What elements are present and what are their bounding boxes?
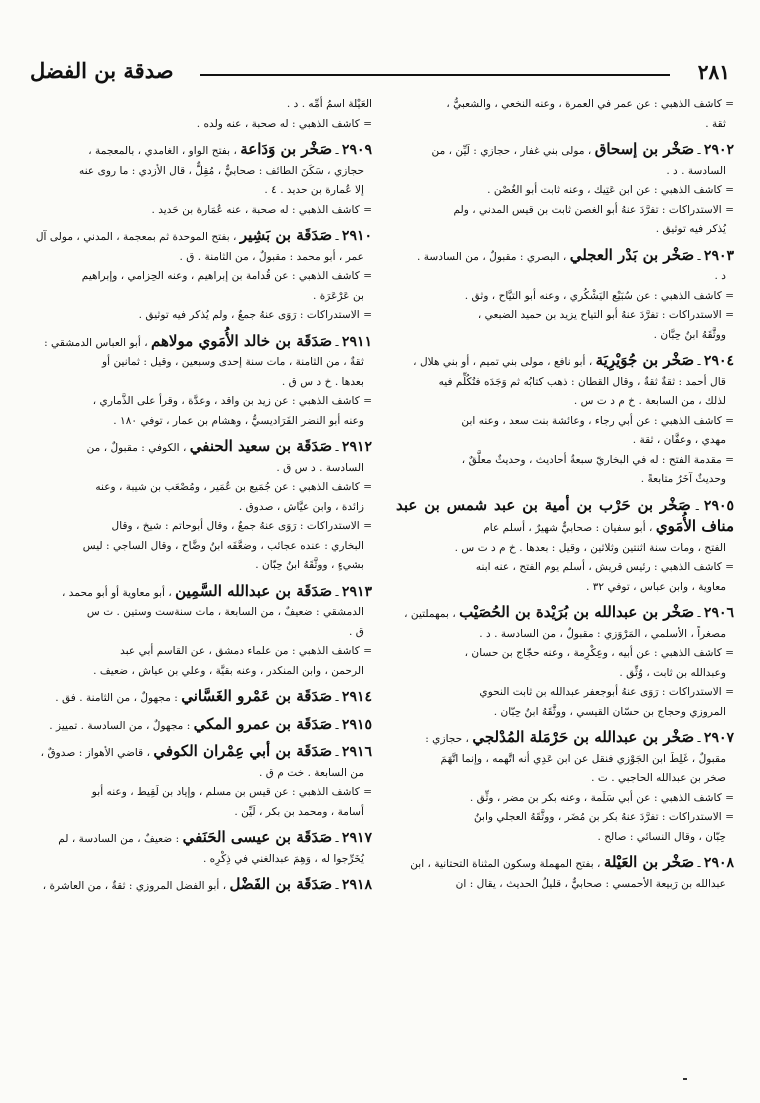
line-text: = كاشف الذهبي : عن قُدامة بن إبراهيم ، وعنه الحِزامي ، وإبراهيم <box>81 270 372 282</box>
line-text: ، أبو معاوية أو أبو محمد ، <box>61 586 172 599</box>
entry-line: ٢٩١٤ ـ صَدَقَة بن عَمْرو الغَسَّاني : مجهولٌ ، من الثامنة . فق . <box>55 687 372 705</box>
entry-line <box>34 623 372 643</box>
line-text: ، مولى بني غفار ، حجازي : لَيِّن ، من <box>431 145 592 157</box>
line-text: = الاستدراكات : رَوَى عنهُ جمعٌ ، ولم يُذكر فيه توثيق . <box>138 309 372 321</box>
entry-line: ٢٩١٦ ـ صَدَقَة بن أبي عِمْران الكوفي ، قاضي الأهواز : صدوقٌ ، <box>40 742 372 760</box>
entry-line <box>34 392 372 412</box>
narrator-name: صَخْر بن عبدالله بن حَرْمَلة المُدْلجي <box>472 728 695 746</box>
entry-number: ٢٩١٥ <box>341 716 372 733</box>
narrator-name: صَدَقَة بن سعيد الحنفي <box>189 437 333 455</box>
line-text: قال أحمد : ثقةٌ ثقةٌ ، وقال القطان : ذهب كتابُه ثم وَجَدَه فتُكُلِّم فيه <box>438 375 726 388</box>
line-text: = الاستدراكات : تفرَّدَ عنهُ أبو التياح يزيد بن حميد الضبعي ، <box>477 309 734 321</box>
entry-line: ٢٩٠٣ ـ صَخْر بن بَدْر العجلي ، البصري : مقبولٌ ، من السادسة . <box>417 245 734 264</box>
line-text: = كاشف الذهبي : عن ابن عَتِيك ، وعنه ثابت أبو الغُصْن . <box>487 184 734 196</box>
entry-line <box>396 558 734 578</box>
entry-number: ٢٩٠٥ <box>703 497 734 514</box>
entry-line: ٢٩١٧ ـ صَدَقَة بن عيسى الحَنَفي : ضعيفٌ ، من السادسة ، لم <box>58 828 372 846</box>
line-text: ، أبو الفضل المروزي : ثقةٌ ، من العاشرة ، <box>42 880 227 892</box>
entry-line <box>34 306 372 326</box>
line-text: ق . <box>349 625 364 638</box>
entry-line <box>396 412 734 432</box>
entry-line: ٢٩١٢ ـ صَدَقَة بن سعيد الحنفي ، الكوفي : مقبولٌ ، من <box>86 437 372 455</box>
entry-line <box>34 537 372 557</box>
entry-line <box>34 162 372 182</box>
entry-line <box>396 683 734 703</box>
entry-number: ٢٩٠٧ <box>703 730 734 746</box>
entry-line: ٢٩٠٩ ـ صَخْر بن وَدَاعة ، بفتح الواو ، الغامدي ، بالمعجمة ، <box>88 140 372 158</box>
entry-line <box>34 603 372 623</box>
entry-number: ٢٩١٤ <box>341 689 372 705</box>
entry-line <box>396 373 734 393</box>
line-text: : مجهولٌ ، من السادسة . تمييز . <box>49 719 191 732</box>
line-text: ، أبو نافع ، مولى بني تميم ، أو بني هلال ، <box>413 356 593 368</box>
entry-number: ٢٩١٦ <box>341 744 372 760</box>
footer-mark <box>683 1078 687 1080</box>
biography-entry <box>34 226 372 326</box>
biography-entry <box>396 351 734 490</box>
entry-line: ٢٩١٨ ـ صَدَقَة بن الفَضْل ، أبو الفضل المروزي : ثقةٌ ، من العاشرة ، <box>42 875 372 893</box>
entry-number: ٢٩٠٢ <box>703 142 734 158</box>
line-text: = كاشف الذهبي : له صحبة ، عنه عُمَارة بن حَديد . <box>151 203 372 216</box>
line-text: ، أبو العباس الدمشقي : <box>44 336 148 349</box>
line-text: بن عَرْعَرَة . <box>313 289 364 302</box>
line-text: العَيْلة اسمُ أمِّه . د . <box>286 98 372 110</box>
entry-line <box>34 783 372 803</box>
entry-line: ٢٩٠٨ ـ صَخْر بن العَيْلة ، بفتح المهملة وسكون المثناة التحتانية ، ابن <box>410 853 734 871</box>
line-text: ، بمهملتين ، <box>404 608 456 620</box>
entry-line <box>34 373 372 393</box>
narrator-name: صَخْر بن جُوَيْرِيَة <box>595 351 695 369</box>
biography-entry <box>34 332 372 432</box>
entry-line: ٢٩١٣ ـ صَدَقَة بن عبدالله السَّمِين ، أبو معاوية أو أبو محمد ، <box>61 581 372 600</box>
line-text: السادسة . د س ق . <box>276 461 364 474</box>
line-text: = كاشف الذهبي : عن عمر في العمرة ، وعنه النخعي ، والشعبيُّ ، <box>446 98 734 110</box>
entry-line <box>396 808 734 828</box>
narrator-name: صَدَقَة بن الفَضْل <box>229 875 333 893</box>
entry-line <box>34 850 372 870</box>
biography-entry <box>34 875 372 897</box>
line-text: لذلك ، من السابعة . خ م د ت س . <box>573 395 726 407</box>
entry-line <box>396 625 734 645</box>
entry-line <box>34 556 372 576</box>
line-text: وحديثٌ آخَرُ متابعةً . <box>640 473 726 485</box>
biography-entry <box>34 437 372 576</box>
entry-line <box>396 306 734 326</box>
line-text: ، الكوفي : مقبولٌ ، من <box>86 442 187 454</box>
line-text: = كاشف الذهبي : عن أبيه ، وعِكْرِمة ، وعنه حجّاج بن حسان ، <box>464 647 734 659</box>
line-text: مقبولٌ ، غَلِطَ ابن الجَوْزي فنقل عن ابن عَدِي أنه اتَّهمه ، وإنما اتَّهَمَ <box>440 752 726 765</box>
entry-line: ٢٩١٥ ـ صَدَقَة بن عمرو المكي : مجهولٌ ، من السادسة . تمييز . <box>49 714 372 733</box>
narrator-name: صَدَقَة بن عَمْرو الغَسَّاني <box>181 687 333 705</box>
entry-line <box>34 287 372 307</box>
entry-line <box>396 644 734 664</box>
entry-number: ٢٩٠٤ <box>703 353 734 369</box>
line-text: ، أبو سفيان : صحابيٌّ شهيرٌ ، أسلم عام <box>483 522 653 534</box>
biography-entry <box>396 853 734 894</box>
entry-line <box>396 220 734 240</box>
entry-line <box>396 267 734 287</box>
line-text: ثقةٌ ، من الثامنة ، مات سنة إحدى وسبعين ، وقيل : ثمانين أو <box>102 356 364 368</box>
line-text: : ضعيفٌ ، من السادسة ، لم <box>58 833 180 845</box>
line-text: وعنه أبو النضر الفَرَاديسيُّ ، وهشام بن عمار ، توفي ١٨٠ . <box>113 414 364 427</box>
line-text: = كاشف الذهبي : من علماء دمشق ، عن القاسم أبي عبد <box>120 645 372 657</box>
entry-line: ٢٩١٠ ـ صَدَقَة بن بَشِير ، بفتح الموحدة ثم بمعجمة ، المدني ، مولى آل <box>35 226 372 244</box>
line-text: مهدي ، وعفَّان ، ثقة . <box>632 434 726 446</box>
entry-line <box>34 662 372 682</box>
line-text: عبدالله بن رَبيعة الأحمسي : صحابيٌّ ، قليلُ الحديث ، يقال : ان <box>455 877 726 890</box>
narrator-name: صَخْر بن إسحاق <box>594 140 695 158</box>
entry-line <box>396 664 734 684</box>
line-text: = مقدمة الفتح : له في البخاريّ سبعةُ أحاديث ، وحديثٌ معلَّقٌ ، <box>461 453 734 466</box>
line-text: ، قاضي الأهواز : صدوقٌ ، <box>40 747 151 759</box>
line-text: من السابعة . خت م ق . <box>259 766 364 779</box>
line-text: ، حجازي : <box>425 733 469 745</box>
entry-line <box>34 517 372 537</box>
entry-number: ٢٩١٣ <box>341 583 372 600</box>
line-text: ، بفتح الموحدة ثم بمعجمة ، المدني ، مولى آل <box>35 231 237 243</box>
entry-line: ٢٩٠٢ ـ صَخْر بن إسحاق ، مولى بني غفار ، حجازي : لَيِّن ، من <box>431 140 734 158</box>
narrator-name: صَدَقَة بن عمرو المكي <box>193 714 333 733</box>
line-text: = الاستدراكات : رَوَى عنهُ جمعٌ ، وقال أبوحاتم : شيخ ، وقال <box>111 520 372 532</box>
line-text: ، البصري : مقبولٌ ، من السادسة . <box>417 250 567 263</box>
entry-line <box>396 181 734 201</box>
entry-line <box>396 789 734 809</box>
biography-entry <box>34 687 372 709</box>
line-text: = الاستدراكات : تفرَّدَ عنهُ بكر بن مُضَر ، ووثَّقَهُ العجلي وابنُ <box>473 811 734 823</box>
entry-line: ٢٩٠٥ ـ صَخْر بن حَرْب بن أمية بن عبد شمس بن عبد مناف الأُمَوي ، أبو سفيان : صحابيٌّ شهيرٌ ، أسلم عام <box>396 495 734 535</box>
line-text: : مجهولٌ ، من الثامنة . فق . <box>55 692 178 704</box>
narrator-name: صَدَقَة بن بَشِير <box>239 226 333 244</box>
entry-line <box>396 828 734 848</box>
narrator-name: صَخْر بن حَرْب بن أمية بن عبد شمس بن عبد مناف الأُمَوي <box>396 495 734 535</box>
entry-line: ٢٩٠٤ ـ صَخْر بن جُوَيْرِيَة ، أبو نافع ، مولى بني تميم ، أو بني هلال ، <box>413 351 734 369</box>
biography-entry <box>396 728 734 847</box>
entry-line <box>396 95 734 115</box>
biography-entry <box>396 496 734 598</box>
entry-line <box>396 115 734 135</box>
line-text: يُخَرِّجوا له ، وَهِمَ عبدالغني في ذِكْرِه . <box>202 852 364 865</box>
line-text: صخر بن عبدالله الحاجبي . ت . <box>591 772 726 784</box>
line-text: الرحمن ، وابن المنكدر ، وعنه بقيَّة ، وعلي بن عياش ، ضعيف . <box>93 664 364 677</box>
entry-line <box>396 162 734 182</box>
entry-line <box>396 287 734 307</box>
entry-line <box>396 769 734 789</box>
biography-entry <box>34 828 372 869</box>
line-text: بعدها . خ د س ق . <box>281 375 364 388</box>
line-text: = كاشف الذهبي : عن أبي سَلَمة ، وعنه بكر بن مضر ، وثِّق . <box>469 791 734 804</box>
line-text: إلا عُمارة بن حديد . ٤ . <box>264 184 364 196</box>
narrator-name: صَدَقَة بن خالد الأُمَوي مولاهم <box>151 331 333 350</box>
narrator-name: صَدَقَة بن أبي عِمْران الكوفي <box>153 742 333 760</box>
entry-number: ٢٩١٧ <box>341 830 372 846</box>
line-text: ثقة . <box>705 117 726 130</box>
entry-number: ٢٩٠٩ <box>341 142 372 158</box>
line-text: = كاشف الذهبي : عن زيد بن واقد ، وعدَّة ، وقرأ على الذَّماري ، <box>92 395 372 407</box>
entry-line <box>34 95 372 115</box>
narrator-name: صَدَقَة بن عيسى الحَنَفي <box>182 828 333 846</box>
line-text: حِبّان ، وقال النسائي : صالح . <box>597 830 726 843</box>
line-text: المروزي وحجاج بن حسّان القيسي ، ووثَّقَهُ ابنُ حِبّان . <box>493 705 726 718</box>
entry-line <box>396 875 734 895</box>
line-text: وعبدالله بن ثابت ، وُثِّق . <box>619 666 726 679</box>
line-text: = كاشف الذهبي : له صحبة ، عنه ولده . <box>196 117 372 130</box>
entry-line: ٢٩٠٦ ـ صَخْر بن عبدالله بن بُرَيْدة بن الحُصَيْب ، بمهملتين ، <box>404 603 734 621</box>
line-text: الفتح ، ومات سنة اثنتين وثلاثين ، وقيل : بعدها . خ م د ت س . <box>454 541 726 554</box>
entry-line <box>396 326 734 346</box>
line-text: زائدة ، وابن عيَّاش ، صدوق . <box>238 500 364 513</box>
entry-line <box>396 451 734 471</box>
line-text: مصغراً ، الأسلمي ، المَرْوَزي : مقبولٌ ، من السادسة . د . <box>479 627 726 640</box>
entry-line <box>34 267 372 287</box>
entry-number: ٢٩١١ <box>341 333 372 350</box>
entry-line <box>34 115 372 135</box>
entry-line <box>396 470 734 490</box>
entry-line <box>396 539 734 559</box>
line-text: بشيءٍ ، ووثَّقَهُ ابنُ حِبّان . <box>255 559 364 571</box>
line-text: = الاستدراكات : تفرَّدَ عنهُ أبو الغصن ثابت بن قيس المدني ، ولم <box>453 203 734 216</box>
line-text: عمر ، أبو محمد : مقبولٌ ، من الثامنة . ق . <box>179 250 364 263</box>
biography-entry <box>34 715 372 737</box>
line-text: = كاشف الذهبي : رئيس قريش ، أسلم يوم الفتح ، عنه ابنه <box>475 561 734 573</box>
entry-number: ٢٩٠٣ <box>703 247 734 264</box>
entry-number: ٢٩١٠ <box>341 228 372 244</box>
entry-line <box>396 703 734 723</box>
line-text: = الاستدراكات : رَوَى عنهُ أبوجعفر عبدالله بن ثابت النحوي <box>479 686 734 698</box>
line-text: = كاشف الذهبي : عن قيس بن مسلم ، وإياد بن لَقِيط ، وعنه أبو <box>91 786 372 798</box>
entry-line: ٢٩٠٧ ـ صَخْر بن عبدالله بن حَرْمَلة المُدْلجي ، حجازي : <box>425 728 734 746</box>
biography-entry <box>396 140 734 240</box>
biography-entry <box>34 140 372 220</box>
entry-line <box>34 412 372 432</box>
entry-line <box>34 459 372 479</box>
biography-entry <box>396 246 734 346</box>
biography-entry <box>396 95 734 134</box>
line-text: معاوية ، وابن عباس ، توفي ٣٢ . <box>585 580 726 593</box>
entry-line <box>34 803 372 823</box>
running-title: صدقة بن الفضل <box>30 58 174 83</box>
biography-entry <box>34 582 372 682</box>
right-column <box>396 95 734 900</box>
entry-line <box>34 248 372 268</box>
line-text: يُذكر فيه توثيق . <box>655 223 726 235</box>
entry-line: ٢٩١١ ـ صَدَقَة بن خالد الأُمَوي مولاهم ، أبو العباس الدمشقي : <box>44 331 372 350</box>
narrator-name: صَخْر بن وَدَاعة <box>240 140 333 158</box>
line-text: = كاشف الذهبي : عن أبي رجاء ، وعائشة بنت سعد ، وعنه ابن <box>461 414 734 427</box>
line-text: ، بفتح المهملة وسكون المثناة التحتانية ، ابن <box>410 858 601 870</box>
entry-line <box>34 498 372 518</box>
line-text: أسامة ، ومحمد بن بكر ، لَيِّن . <box>234 805 364 818</box>
line-text: ، بفتح الواو ، الغامدي ، بالمعجمة ، <box>88 145 237 157</box>
entry-number: ٢٩٠٨ <box>703 855 734 871</box>
line-text: البخاري : عنده عجائب ، وضعَّفَه ابنُ وضَّاح ، وقال الساجي : ليس <box>82 539 364 552</box>
narrator-name: صَدَقَة بن عبدالله السَّمِين <box>175 581 333 600</box>
entry-line <box>34 201 372 221</box>
entry-line <box>34 478 372 498</box>
biography-entry <box>34 742 372 822</box>
narrator-name: صَخْر بن عبدالله بن بُرَيْدة بن الحُصَيْب <box>459 603 695 621</box>
entry-line <box>34 181 372 201</box>
entry-line <box>396 201 734 221</box>
narrator-name: صَخْر بن بَدْر العجلي <box>569 245 695 264</box>
entry-line <box>396 392 734 412</box>
entry-line <box>396 431 734 451</box>
entry-line <box>396 750 734 770</box>
line-text: د . <box>714 270 726 282</box>
line-text: السادسة . د . <box>666 164 726 177</box>
entry-number: ٢٩١٢ <box>341 439 372 455</box>
line-text: حجازي ، سَكَنَ الطائف : صحابيٌّ ، مُقِلٌّ ، قال الأزدي : ما روى عنه <box>79 164 364 177</box>
entry-line <box>34 353 372 373</box>
line-text: = كاشف الذهبي : عن سُبَيْع اليَشْكُري ، وعنه أبو التيَّاح ، وثق . <box>464 289 734 302</box>
page-header <box>30 60 730 90</box>
entry-line <box>34 764 372 784</box>
page-number: ٢٨١ <box>697 60 730 84</box>
biography-entry <box>34 95 372 134</box>
entry-line <box>396 578 734 598</box>
entry-number: ٢٩١٨ <box>341 877 372 893</box>
line-text: الدمشقي : ضعيفٌ ، من السابعة ، مات سنةست وستين . ت س <box>86 606 364 618</box>
entry-line <box>34 642 372 662</box>
line-text: ووثَّقَهُ ابنُ حِبَّان . <box>653 328 726 341</box>
line-text: = كاشف الذهبي : عن جُمَيع بن عُمَير ، ومُصْعَب بن شيبة ، وعنه <box>95 481 372 493</box>
header-rule <box>200 74 670 76</box>
entry-number: ٢٩٠٦ <box>703 605 734 621</box>
left-column <box>34 95 372 903</box>
biography-entry <box>396 603 734 722</box>
narrator-name: صَخْر بن العَيْلة <box>603 853 695 871</box>
